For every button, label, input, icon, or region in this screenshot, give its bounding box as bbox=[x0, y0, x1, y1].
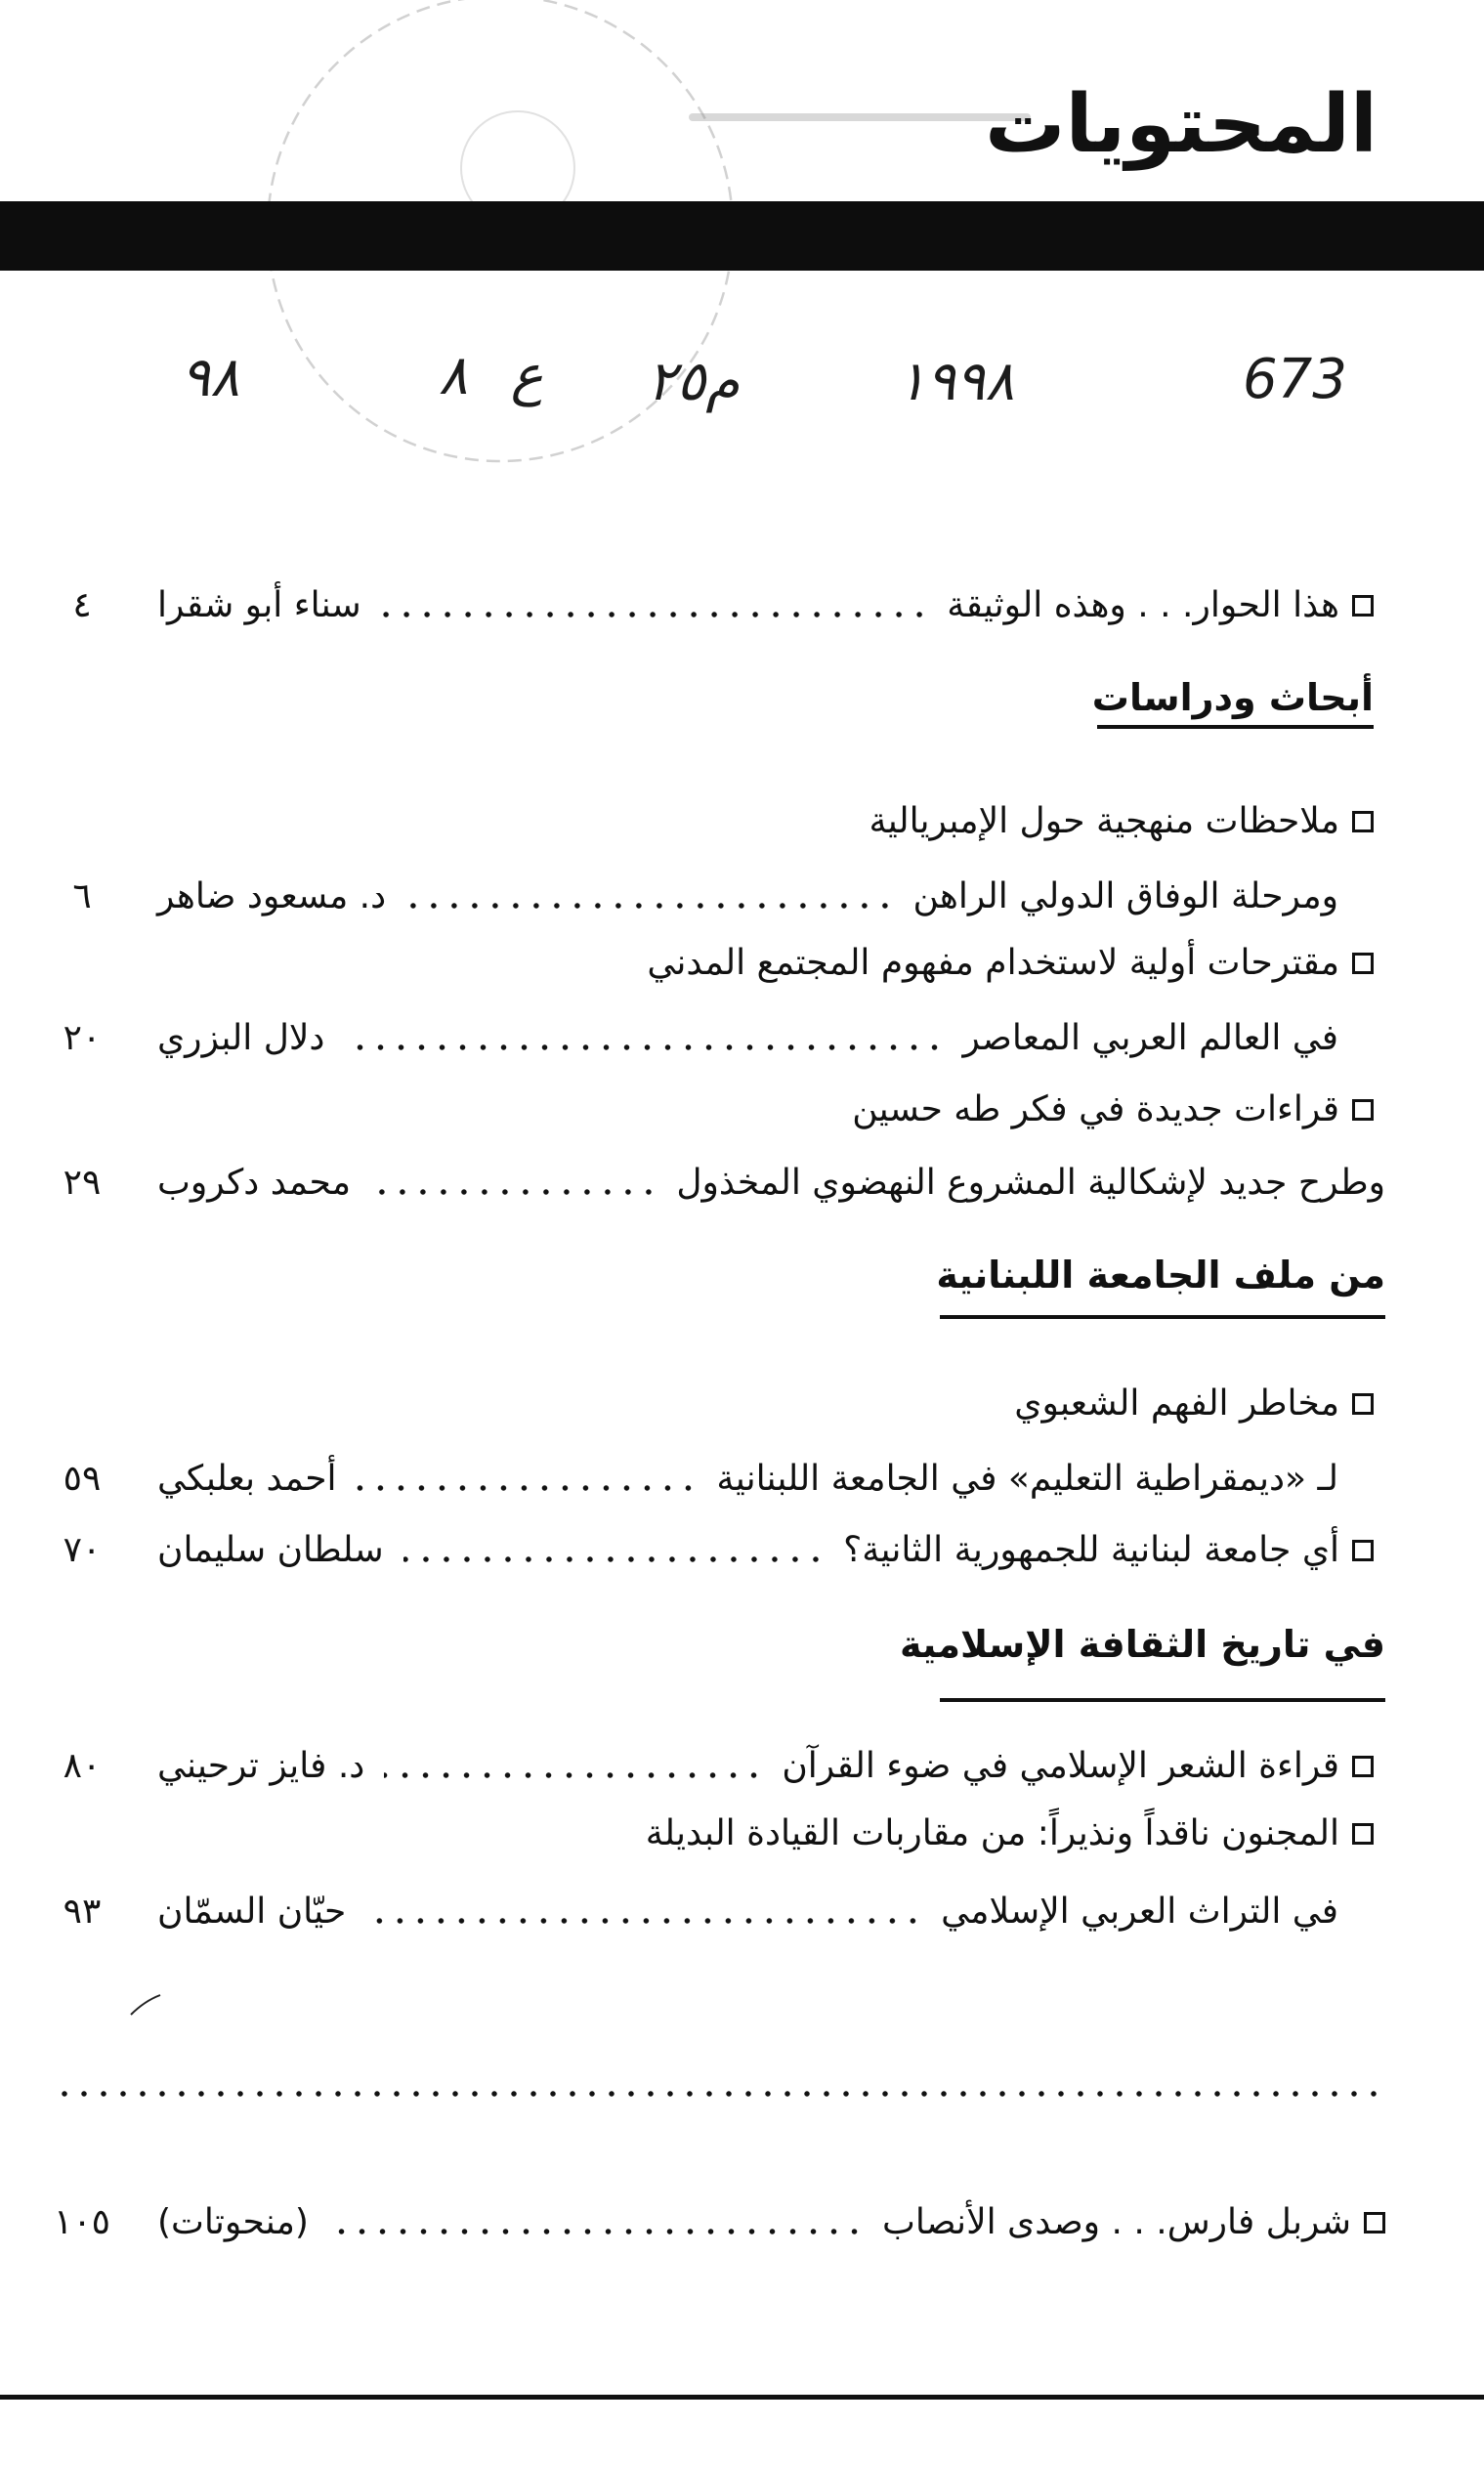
toc-entry bbox=[39, 936, 1374, 991]
entry-page-number: ٥٩ bbox=[63, 1459, 102, 1499]
entry-author: سلطان سليمان bbox=[157, 1530, 384, 1570]
toc-entry bbox=[39, 2195, 1385, 2250]
dot-leader bbox=[405, 870, 895, 924]
bottom-rule bbox=[0, 2395, 1484, 2400]
entry-title: قراءات جديدة في فكر طه حسين bbox=[852, 1089, 1339, 1129]
entry-page-number: ١٠٥ bbox=[53, 2202, 110, 2242]
dot-leader bbox=[328, 2195, 865, 2250]
entry-title: ملاحظات منهجية حول الإمبريالية bbox=[869, 801, 1339, 841]
dot-leader bbox=[384, 1739, 764, 1794]
bullet-square-icon bbox=[1352, 1823, 1374, 1845]
entry-author: سناء أبو شقرا bbox=[157, 585, 361, 625]
entry-title: شربل فارس. . . وصدى الأنصاب bbox=[881, 2202, 1351, 2242]
entry-page-number: ٢٩ bbox=[63, 1163, 102, 1203]
handwritten-note: م٢٥ bbox=[647, 350, 740, 413]
entry-page-number: ٢٠ bbox=[63, 1018, 102, 1058]
toc-entry-continuation bbox=[39, 1156, 1385, 1211]
bullet-square-icon bbox=[1352, 1099, 1374, 1121]
bullet-square-icon bbox=[1352, 1756, 1374, 1777]
toc-entry bbox=[39, 1377, 1374, 1431]
section-heading: أبحاث ودراسات bbox=[1091, 676, 1374, 719]
toc-entry bbox=[39, 1807, 1374, 1861]
entry-page-number: ٦ bbox=[72, 876, 92, 916]
entry-title-continued: وطرح جديد لإشكالية المشروع النهضوي المخذول bbox=[676, 1163, 1385, 1203]
dot-leader bbox=[403, 1523, 826, 1578]
toc-entry bbox=[39, 1523, 1374, 1578]
dot-leader bbox=[356, 1452, 699, 1507]
toc-entry bbox=[39, 1739, 1374, 1794]
entry-title: المجنون ناقداً ونذيراً: من مقاربات القيادة البديلة bbox=[645, 1813, 1339, 1853]
bullet-square-icon bbox=[1352, 1393, 1374, 1415]
entry-title: قراءة الشعر الإسلامي في ضوء القرآن bbox=[782, 1746, 1339, 1786]
toc-entry-continuation bbox=[39, 870, 1374, 924]
handwritten-note: 673 bbox=[1243, 348, 1347, 411]
entry-author: دلال البزري bbox=[157, 1018, 325, 1058]
entry-author: د. فايز ترحيني bbox=[157, 1746, 365, 1786]
toc-entry-continuation bbox=[39, 1452, 1374, 1507]
toc-entry-continuation bbox=[39, 1885, 1374, 1939]
bullet-square-icon bbox=[1352, 595, 1374, 617]
section-heading: في تاريخ الثقافة الإسلامية bbox=[899, 1623, 1385, 1666]
bullet-square-icon bbox=[1352, 953, 1374, 974]
bullet-square-icon bbox=[1364, 2212, 1385, 2233]
handwritten-note: ع ٨ bbox=[438, 344, 543, 407]
entry-title: مقترحات أولية لاستخدام مفهوم المجتمع المدني bbox=[647, 943, 1339, 983]
entry-title: أي جامعة لبنانية للجمهورية الثانية؟ bbox=[843, 1530, 1339, 1570]
entry-page-number: ٩٣ bbox=[63, 1892, 102, 1932]
entry-title-continued: في التراث العربي الإسلامي bbox=[941, 1892, 1338, 1932]
entry-title: هذا الحوار. . . وهذه الوثيقة bbox=[947, 585, 1339, 625]
toc-entry bbox=[39, 1083, 1374, 1137]
pen-stroke-mark bbox=[127, 1989, 166, 2019]
section-heading: من ملف الجامعة اللبنانية bbox=[936, 1254, 1385, 1297]
bullet-square-icon bbox=[1352, 1540, 1374, 1561]
entry-author: أحمد بعلبكي bbox=[157, 1459, 337, 1499]
section-heading-underline bbox=[940, 1315, 1385, 1319]
entry-author: د. مسعود ضاهر bbox=[157, 876, 387, 916]
entry-title-continued: لـ «ديمقراطية التعليم» في الجامعة اللبنانية bbox=[716, 1459, 1338, 1499]
dot-leader bbox=[370, 1156, 658, 1211]
toc-entry bbox=[39, 794, 1374, 849]
dot-leader bbox=[381, 578, 930, 633]
entry-author: (منحوتات) bbox=[157, 2202, 309, 2242]
entry-author: حيّان السمّان bbox=[157, 1892, 347, 1932]
entry-page-number: ٧٠ bbox=[63, 1530, 102, 1570]
entry-title-continued: ومرحلة الوفاق الدولي الراهن bbox=[912, 876, 1338, 916]
title-bar bbox=[0, 201, 1484, 271]
dotted-separator bbox=[55, 2090, 1385, 2098]
entry-page-number: ٨٠ bbox=[63, 1746, 102, 1786]
dot-leader bbox=[365, 1885, 923, 1939]
toc-entry bbox=[39, 578, 1374, 633]
section-heading-underline bbox=[940, 1698, 1385, 1702]
page-title: المحتويات bbox=[985, 78, 1378, 171]
entry-author: محمد دكروب bbox=[157, 1163, 351, 1203]
entry-title: مخاطر الفهم الشعبوي bbox=[1014, 1383, 1339, 1424]
entry-page-number: ٤ bbox=[72, 585, 92, 625]
dot-leader bbox=[344, 1011, 945, 1066]
handwritten-note: ٩٨ bbox=[181, 346, 240, 409]
pen-stroke-path bbox=[131, 1995, 160, 2015]
toc-entry-continuation bbox=[39, 1011, 1374, 1066]
section-heading-underline bbox=[1097, 725, 1374, 729]
entry-title-continued: في العالم العربي المعاصر bbox=[962, 1018, 1338, 1058]
handwritten-note: ١٩٩٨ bbox=[897, 350, 1015, 413]
stamp-smear bbox=[689, 113, 1031, 121]
bullet-square-icon bbox=[1352, 811, 1374, 832]
